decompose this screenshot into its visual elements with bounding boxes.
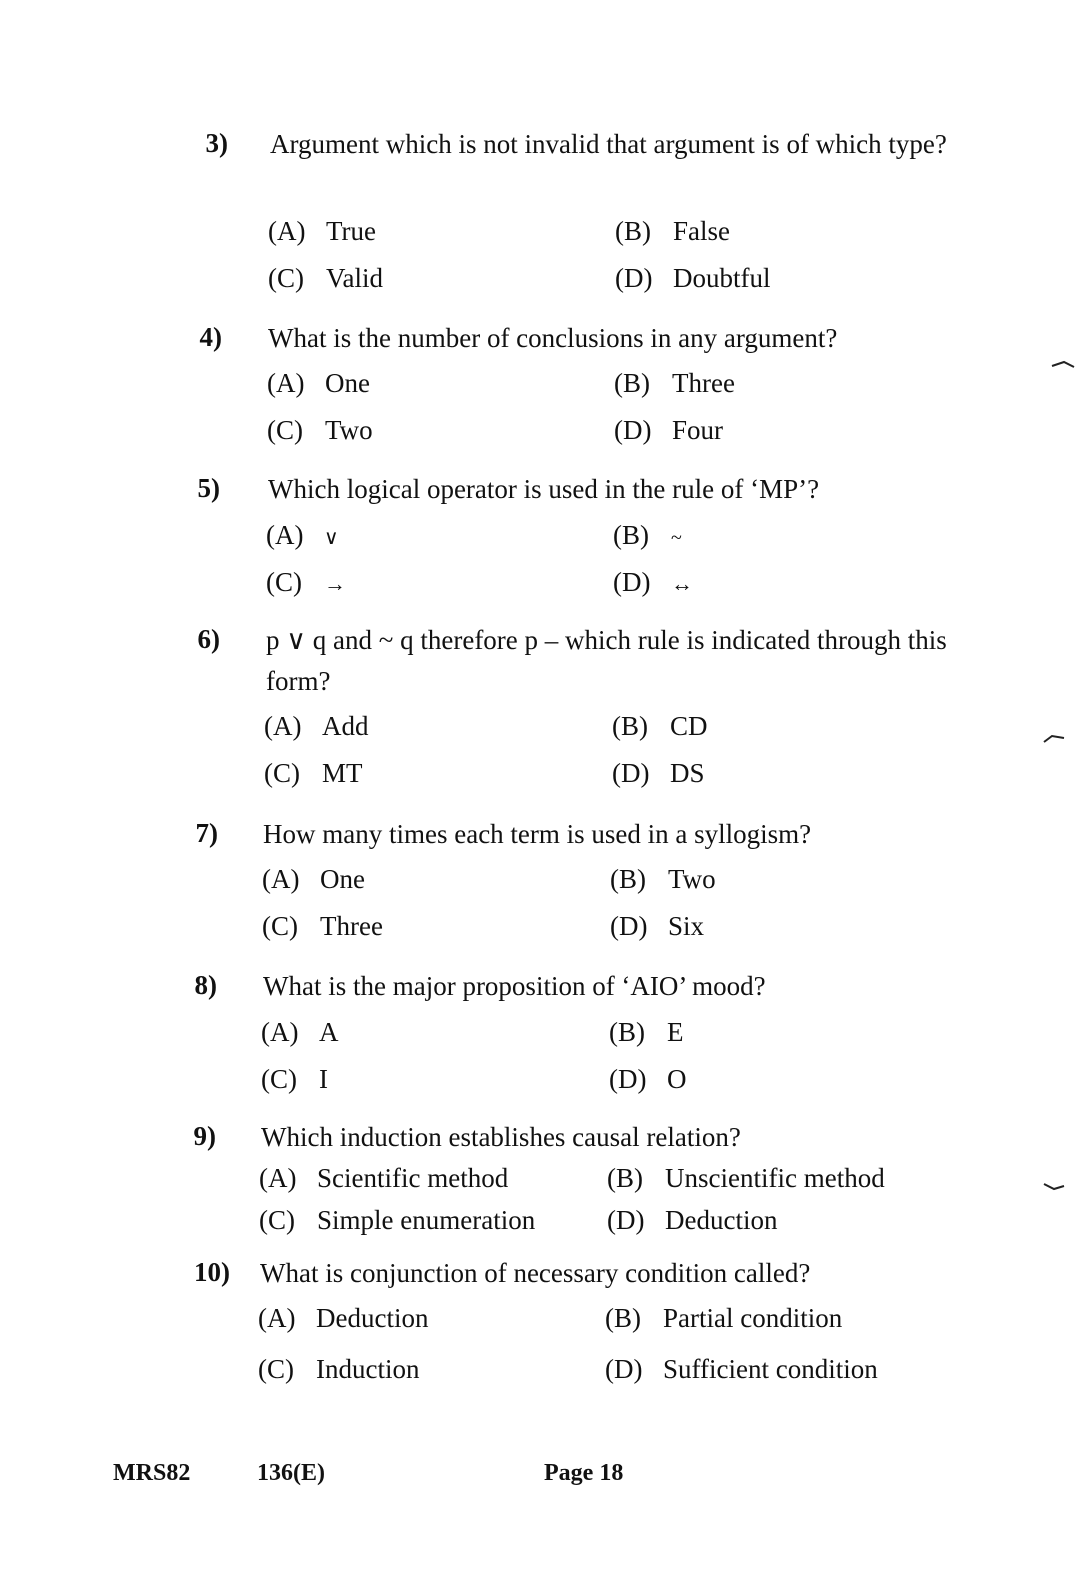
footer-paper: 136(E) [257, 1460, 325, 1486]
option-c[interactable]: (C) Valid [268, 263, 383, 293]
option-c[interactable]: (C) Simple enumeration [259, 1205, 536, 1235]
question-number: 6) [197, 624, 220, 654]
footer-page-number: Page 18 [544, 1460, 624, 1486]
option-d[interactable]: (D) Deduction [607, 1205, 778, 1235]
option-a[interactable]: (A) Add [264, 711, 369, 741]
option-b[interactable]: (B) Partial condition [605, 1303, 843, 1333]
option-b[interactable]: (B) CD [612, 711, 708, 741]
scan-mark-icon [1042, 1180, 1068, 1194]
option-a[interactable]: (A) Scientific method [259, 1163, 509, 1193]
option-c[interactable]: (C) → [266, 567, 346, 597]
question-text: Which logical operator is used in the rule of ‘MP’? [268, 474, 820, 504]
option-c[interactable]: (C) I [261, 1064, 328, 1094]
option-b[interactable]: (B) E [609, 1017, 684, 1047]
option-a[interactable]: (A) True [268, 216, 377, 246]
option-b[interactable]: (B) Three [614, 368, 735, 398]
option-d[interactable]: (D) O [609, 1064, 687, 1094]
option-d[interactable]: (D) Six [610, 911, 705, 941]
question-text: What is the major proposition of ‘AIO’ mood? [263, 971, 766, 1001]
scan-mark-icon [1050, 358, 1076, 372]
question-text: What is conjunction of necessary condition called? [260, 1258, 811, 1288]
option-a[interactable]: (A) A [261, 1017, 339, 1047]
scan-mark-icon [1040, 732, 1066, 746]
option-c[interactable]: (C) MT [264, 758, 363, 788]
option-a[interactable]: (A) One [267, 368, 370, 398]
option-b[interactable]: (B) Unscientific method [607, 1163, 885, 1193]
option-a[interactable]: (A) One [262, 864, 365, 894]
option-b[interactable]: (B) False [615, 216, 730, 246]
option-d[interactable]: (D) Sufficient condition [605, 1354, 878, 1384]
question-number: 3) [205, 128, 228, 158]
option-d[interactable]: (D) ↔ [613, 567, 693, 597]
question-number: 7) [195, 818, 218, 848]
option-a[interactable]: (A) Deduction [258, 1303, 429, 1333]
question-text: Which induction establishes causal relation? [261, 1122, 741, 1152]
question-text: p ∨ q and ~ q therefore p – which rule is indicated through this form? [266, 625, 947, 696]
question-text: Argument which is not invalid that argument is of which type? [270, 129, 947, 159]
option-c[interactable]: (C) Three [262, 911, 383, 941]
option-c[interactable]: (C) Two [267, 415, 373, 445]
option-d[interactable]: (D) Four [614, 415, 724, 445]
question-number: 9) [193, 1121, 216, 1151]
question-number: 10) [194, 1257, 230, 1287]
question-number: 5) [197, 473, 220, 503]
option-d[interactable]: (D) DS [612, 758, 705, 788]
question-text: What is the number of conclusions in any argument? [268, 323, 838, 353]
option-c[interactable]: (C) Induction [258, 1354, 420, 1384]
question-text: How many times each term is used in a syllogism? [263, 819, 812, 849]
option-d[interactable]: (D) Doubtful [615, 263, 771, 293]
option-a[interactable]: (A) ∨ [266, 520, 339, 550]
footer-code: MRS82 [113, 1460, 191, 1486]
question-number: 8) [194, 970, 217, 1000]
option-b[interactable]: (B) Two [610, 864, 716, 894]
question-number: 4) [199, 322, 222, 352]
option-b[interactable]: (B) ~ [613, 520, 682, 550]
